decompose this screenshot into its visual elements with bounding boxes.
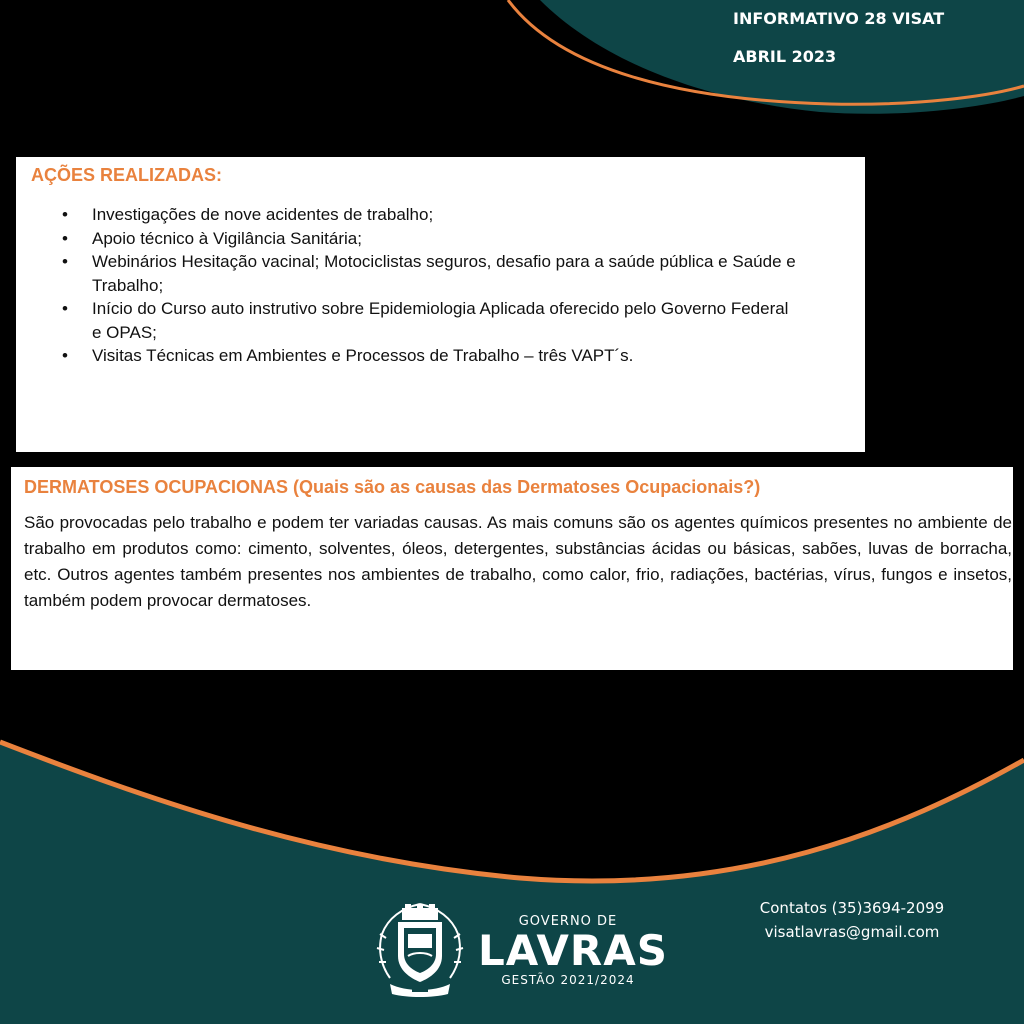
acoes-title: AÇÕES REALIZADAS:: [31, 165, 223, 185]
contact-email[interactable]: visatlavras@gmail.com: [764, 923, 940, 941]
lavras-logo: [478, 914, 669, 987]
list-item: • Visitas Técnicas em Ambientes e Processos de Trabalho – três VAPT´s.: [62, 344, 802, 368]
contacts-block: [752, 896, 952, 944]
acoes-list: [62, 203, 802, 368]
list-item: • Apoio técnico à Vigilância Sanitária;: [62, 227, 802, 251]
newsletter-issue: INFORMATIVO 28 VISAT: [733, 9, 945, 28]
newsletter-date: ABRIL 2023: [733, 47, 837, 66]
list-item: • Webinários Hesitação vacinal; Motociclistas seguros, desafio para a saúde pública e Saúde e Trabalho;: [62, 250, 802, 297]
dermatoses-title: DERMATOSES OCUPACIONAS (Quais são as causas das Dermatoses Ocupacionais?): [24, 477, 761, 497]
dermatoses-text: São provocadas pelo trabalho e podem ter variadas causas. As mais comuns são os agentes químicos presentes no ambiente de trabalho em produtos como: cimento, solventes, óleos, detergentes, substâncias ácidas ou básicas, sabões, luvas de borracha, etc. Outros agentes também presentes nos ambientes de trabalho, como calor, frio, radiações, bactérias, vírus, fungos e insetos, também podem provocar dermatoses.: [24, 513, 1012, 610]
contact-phone: Contatos (35)3694-2099: [759, 899, 945, 917]
logo-main-text: LAVRAS: [478, 926, 669, 975]
list-item: • Investigações de nove acidentes de trabalho;: [62, 203, 802, 227]
logo-top-text: GOVERNO DE: [518, 914, 618, 929]
lavras-crest-icon: [372, 898, 468, 1002]
logo-bottom-text: GESTÃO 2021/2024: [501, 973, 635, 987]
acoes-realizadas-box: [16, 157, 865, 452]
list-item: • Início do Curso auto instrutivo sobre Epidemiologia Aplicada oferecido pelo Governo Federal e OPAS;: [62, 297, 802, 344]
dermatoses-box: [11, 467, 1013, 670]
